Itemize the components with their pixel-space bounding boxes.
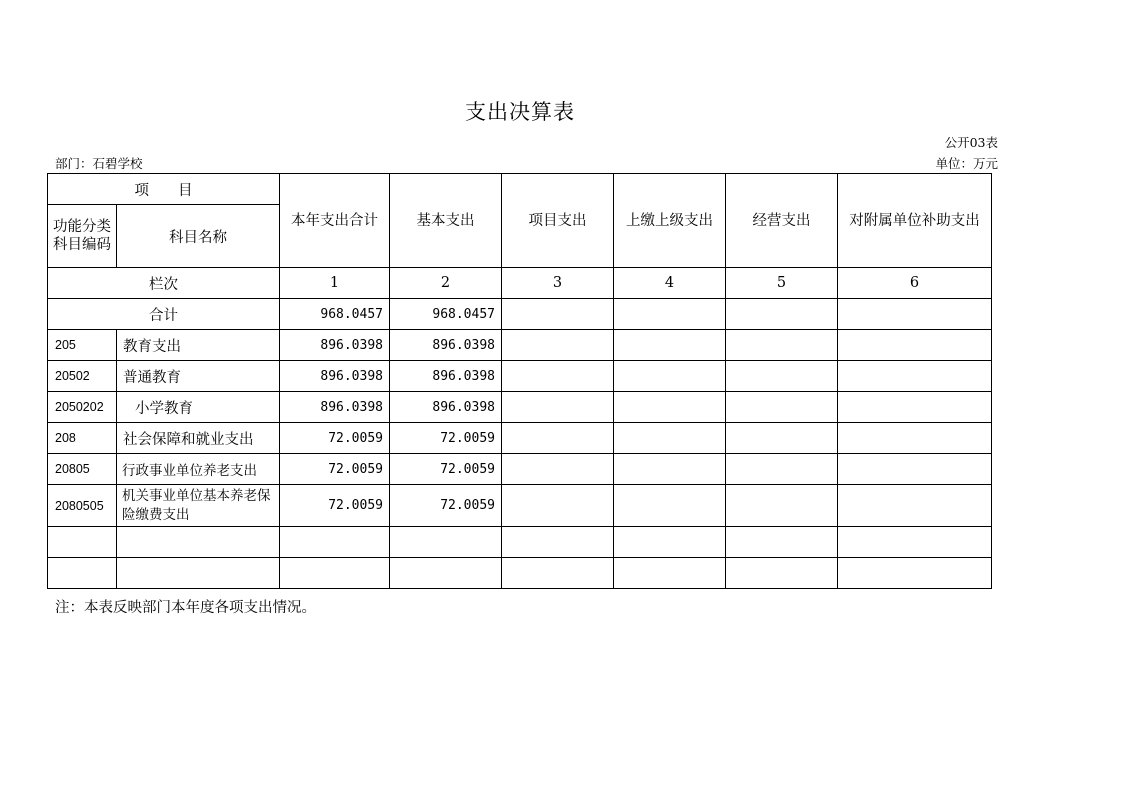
table-row — [48, 485, 992, 527]
unit-label: 单位：万元 — [935, 156, 998, 171]
header-basic: 基本支出 — [390, 174, 502, 268]
cell-value — [726, 454, 838, 485]
header-remit-upper: 上缴上级支出 — [614, 174, 726, 268]
form-number: 公开03表 — [944, 135, 998, 150]
header-item: 项 目 — [48, 174, 280, 205]
cell-value — [614, 330, 726, 361]
total-row — [48, 299, 992, 330]
cell-value: 896.0398 — [390, 392, 502, 423]
table-row — [48, 454, 992, 485]
cell-value: 72.0059 — [390, 454, 502, 485]
row-name: 普通教育 — [117, 361, 280, 392]
header-func-code: 功能分类科目编码 — [48, 205, 117, 268]
cell-value — [502, 454, 614, 485]
footnote: 注：本表反映部门本年度各项支出情况。 — [55, 600, 316, 616]
cell-value: 72.0059 — [280, 485, 390, 527]
row-code: 2050202 — [48, 392, 117, 423]
row-code: 205 — [48, 330, 117, 361]
row-name: 社会保障和就业支出 — [117, 423, 280, 454]
row-code: 2080505 — [48, 485, 117, 527]
cell-value — [502, 423, 614, 454]
row-name: 机关事业单位基本养老保险缴费支出 — [117, 485, 280, 527]
cell-value — [502, 330, 614, 361]
cell-value: 72.0059 — [280, 423, 390, 454]
cell-value: 896.0398 — [280, 330, 390, 361]
cell-value: 896.0398 — [390, 361, 502, 392]
table-row — [48, 330, 992, 361]
cell-value — [726, 423, 838, 454]
column-number: 2 — [390, 268, 502, 299]
header-subject-name: 科目名称 — [117, 205, 280, 268]
cell-value: 72.0059 — [390, 423, 502, 454]
cell-value: 896.0398 — [280, 392, 390, 423]
cell-value: 72.0059 — [390, 485, 502, 527]
department-label: 部门：石碧学校 — [55, 156, 143, 171]
column-number: 5 — [726, 268, 838, 299]
cell-value — [726, 299, 838, 330]
cell-value — [838, 485, 992, 527]
table-row — [48, 423, 992, 454]
cell-value — [614, 485, 726, 527]
cell-value — [502, 361, 614, 392]
expenditure-table — [47, 173, 992, 589]
cell-value — [726, 330, 838, 361]
row-code: 20805 — [48, 454, 117, 485]
cell-value: 896.0398 — [280, 361, 390, 392]
total-label: 合计 — [48, 299, 280, 330]
header-project: 项目支出 — [502, 174, 614, 268]
cell-value — [614, 299, 726, 330]
row-name: 行政事业单位养老支出 — [117, 454, 280, 485]
header-subsidy: 对附属单位补助支出 — [838, 174, 992, 268]
header-total: 本年支出合计 — [280, 174, 390, 268]
cell-value: 896.0398 — [390, 330, 502, 361]
cell-value — [502, 392, 614, 423]
cell-value — [838, 423, 992, 454]
cell-value — [838, 392, 992, 423]
cell-value: 968.0457 — [390, 299, 502, 330]
cell-value — [838, 454, 992, 485]
table-row — [48, 392, 992, 423]
cell-value — [502, 299, 614, 330]
cell-value — [726, 392, 838, 423]
cell-value — [838, 299, 992, 330]
header-operating: 经营支出 — [726, 174, 838, 268]
cell-value — [726, 361, 838, 392]
cell-value — [838, 330, 992, 361]
cell-value — [614, 423, 726, 454]
column-number: 3 — [502, 268, 614, 299]
column-number: 4 — [614, 268, 726, 299]
empty-row — [48, 558, 992, 589]
cell-value: 968.0457 — [280, 299, 390, 330]
cell-value — [614, 454, 726, 485]
cell-value — [614, 392, 726, 423]
row-code: 208 — [48, 423, 117, 454]
row-name: 教育支出 — [117, 330, 280, 361]
row-name: 小学教育 — [117, 392, 280, 423]
cell-value — [614, 361, 726, 392]
column-number: 1 — [280, 268, 390, 299]
cell-value — [502, 485, 614, 527]
column-index-label: 栏次 — [48, 268, 280, 299]
table-row — [48, 361, 992, 392]
page-title: 支出决算表 — [465, 100, 575, 124]
column-number: 6 — [838, 268, 992, 299]
cell-value — [726, 485, 838, 527]
row-code: 20502 — [48, 361, 117, 392]
cell-value — [838, 361, 992, 392]
empty-row — [48, 527, 992, 558]
cell-value: 72.0059 — [280, 454, 390, 485]
